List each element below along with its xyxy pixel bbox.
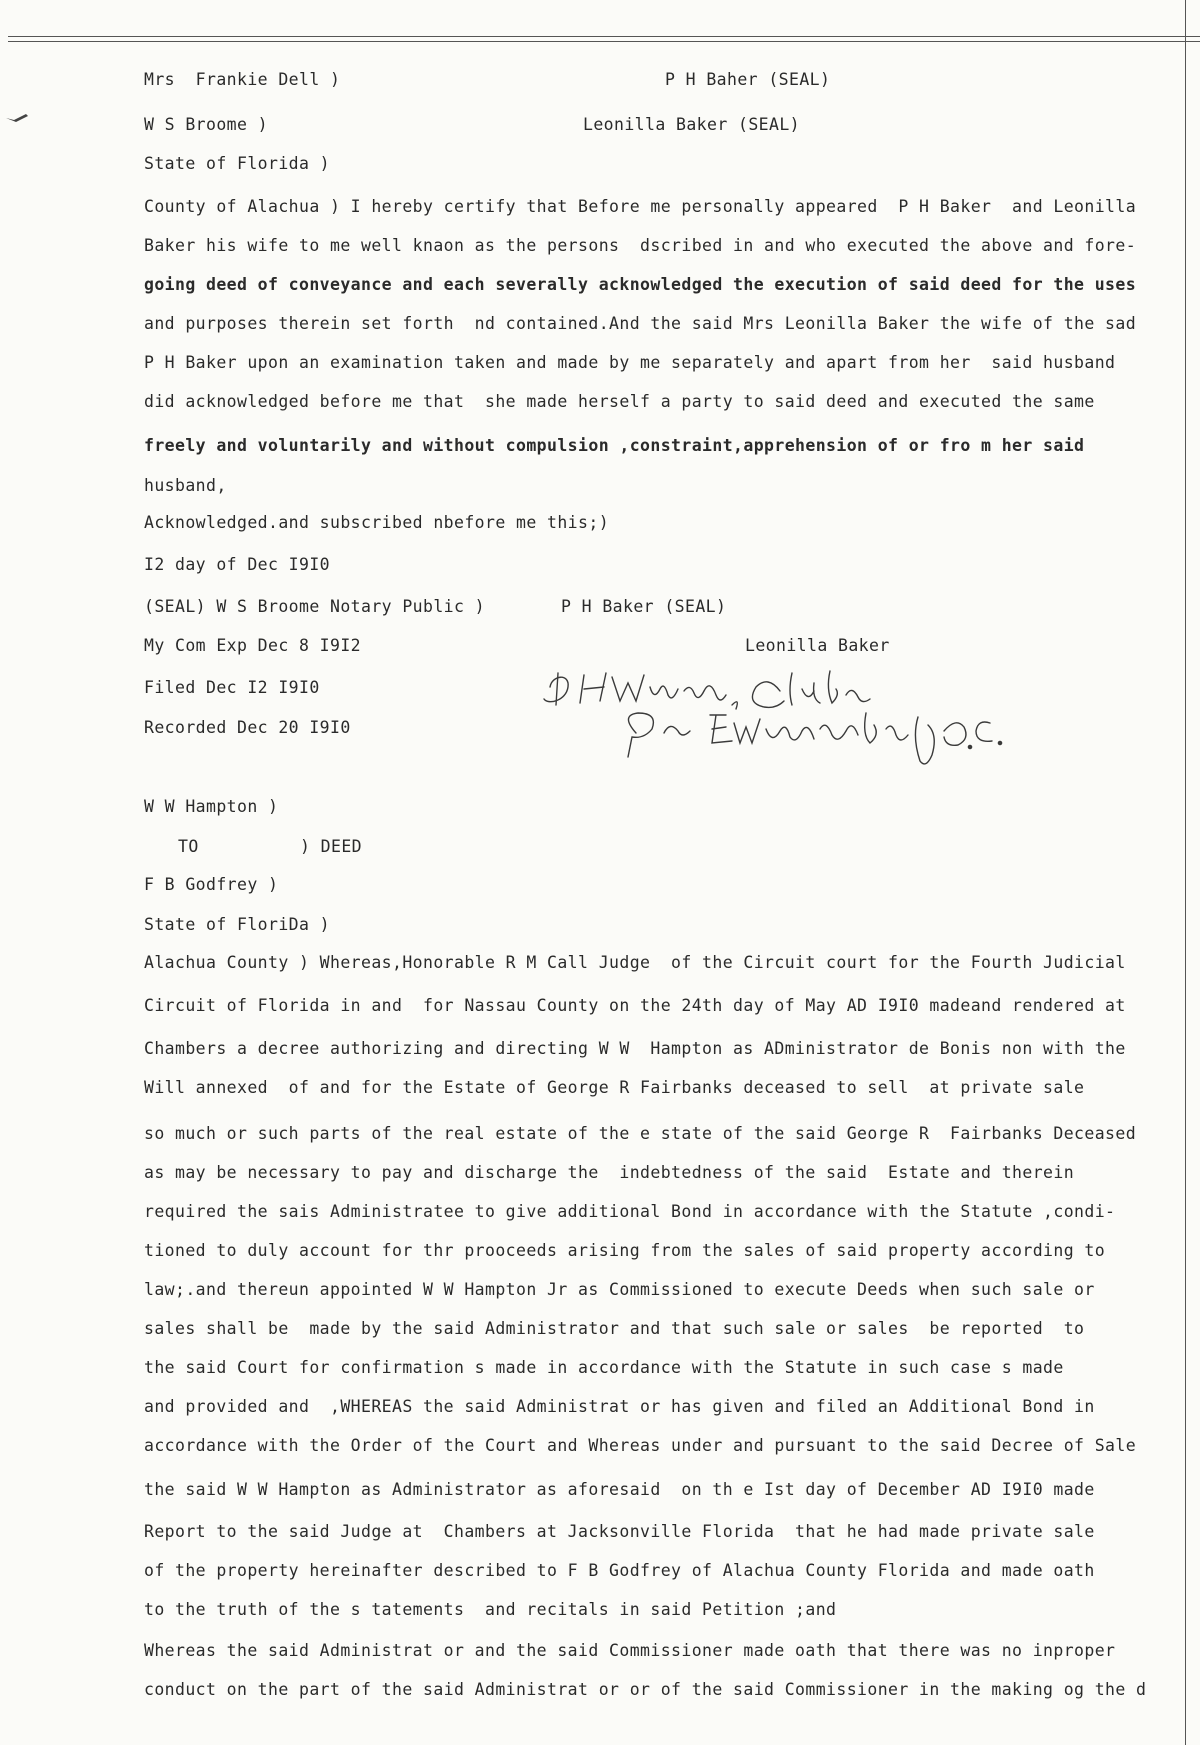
body-line: tioned to duly account for thr prooceeds arising from the sales of said property according to	[144, 1241, 1106, 1260]
body-line: the said W W Hampton as Administrator as aforesaid on th e Ist day of December AD I9I0 made	[144, 1480, 1095, 1499]
body-line: law;.and thereun appointed W W Hampton Jr as Commissioned to execute Deeds when such sale or	[144, 1280, 1095, 1299]
line-fb-godfrey: F B Godfrey )	[144, 875, 279, 894]
body-line: to the truth of the s tatements and recitals in said Petition ;and	[144, 1600, 837, 1619]
pen-mark-icon	[4, 110, 30, 124]
body-line: Alachua County ) Whereas,Honorable R M Call Judge of the Circuit court for the Fourth Judicial	[144, 953, 1126, 972]
line-deed: ) DEED	[300, 837, 363, 856]
body-line: County of Alachua ) I hereby certify that Before me personally appeared P H Baker and Leonilla	[144, 197, 1137, 216]
line-leonilla-baker-seal: Leonilla Baker (SEAL)	[583, 115, 801, 134]
line-frankie-dell: Mrs Frankie Dell )	[144, 70, 341, 89]
page-border-top-inner	[8, 41, 1200, 42]
body-line: husband,	[144, 476, 227, 495]
line-filed: Filed Dec I2 I9I0	[144, 678, 320, 697]
line-notary: (SEAL) W S Broome Notary Public )	[144, 597, 486, 616]
line-recorded: Recorded Dec 20 I9I0	[144, 718, 351, 737]
body-line: Whereas the said Administrat or and the said Commissioner made oath that there was no inproper	[144, 1641, 1116, 1660]
body-line: and purposes therein set forth nd contained.And the said Mrs Leonilla Baker the wife of the sad	[144, 314, 1137, 333]
line-state-of-florida-2: State of FloriDa )	[144, 915, 331, 934]
body-line: so much or such parts of the real estate of the e state of the said George R Fairbanks Deceased	[144, 1124, 1137, 1143]
body-line: as may be necessary to pay and discharge the indebtedness of the said Estate and therein	[144, 1163, 1075, 1182]
line-ws-broome: W S Broome )	[144, 115, 269, 134]
body-line: conduct on the part of the said Administrat or or of the said Commissioner in the making og the d	[144, 1680, 1147, 1699]
body-line: Chambers a decree authorizing and directing W W Hampton as ADministrator de Bonis non with the	[144, 1039, 1126, 1058]
line-ph-baker-seal: P H Baker (SEAL)	[561, 597, 727, 616]
body-line: Will annexed of and for the Estate of George R Fairbanks deceased to sell at private sale	[144, 1078, 1085, 1097]
clerk-signature	[540, 665, 1080, 770]
page-border-right	[1185, 0, 1186, 1745]
line-date: I2 day of Dec I9I0	[144, 555, 331, 574]
line-ph-baher-seal: P H Baher (SEAL)	[665, 70, 831, 89]
line-commission-expiry: My Com Exp Dec 8 I9I2	[144, 636, 362, 655]
line-ww-hampton: W W Hampton )	[144, 797, 279, 816]
page-border-top	[8, 36, 1200, 37]
body-line: of the property hereinafter described to F B Godfrey of Alachua County Florida and made oath	[144, 1561, 1095, 1580]
body-line: accordance with the Order of the Court and Whereas under and pursuant to the said Decree of Sale	[144, 1436, 1137, 1455]
body-line: freely and voluntarily and without compulsion ,constraint,apprehension of or fro m her said	[144, 436, 1085, 455]
body-line: sales shall be made by the said Administrator and that such sale or sales be reported to	[144, 1319, 1085, 1338]
body-line: and provided and ,WHEREAS the said Administrat or has given and filed an Additional Bond in	[144, 1397, 1095, 1416]
line-acknowledged: Acknowledged.and subscribed nbefore me this;)	[144, 513, 610, 532]
line-leonilla-baker: Leonilla Baker	[745, 636, 890, 655]
body-line: P H Baker upon an examination taken and made by me separately and apart from her said husband	[144, 353, 1116, 372]
body-line: Report to the said Judge at Chambers at Jacksonville Florida that he had made private sale	[144, 1522, 1095, 1541]
body-line: Circuit of Florida in and for Nassau County on the 24th day of May AD I9I0 madeand rendered at	[144, 996, 1126, 1015]
line-to: TO	[178, 837, 199, 856]
body-line: going deed of conveyance and each severally acknowledged the execution of said deed for the uses	[144, 275, 1137, 294]
body-line: the said Court for confirmation s made in accordance with the Statute in such case s made	[144, 1358, 1064, 1377]
body-line: Baker his wife to me well knaon as the persons dscribed in and who executed the above and fore-	[144, 236, 1137, 255]
body-line: did acknowledged before me that she made herself a party to said deed and executed the same	[144, 392, 1095, 411]
line-state-of-florida: State of Florida )	[144, 154, 331, 173]
body-line: required the sais Administratee to give additional Bond in accordance with the Statute ,condi-	[144, 1202, 1116, 1221]
